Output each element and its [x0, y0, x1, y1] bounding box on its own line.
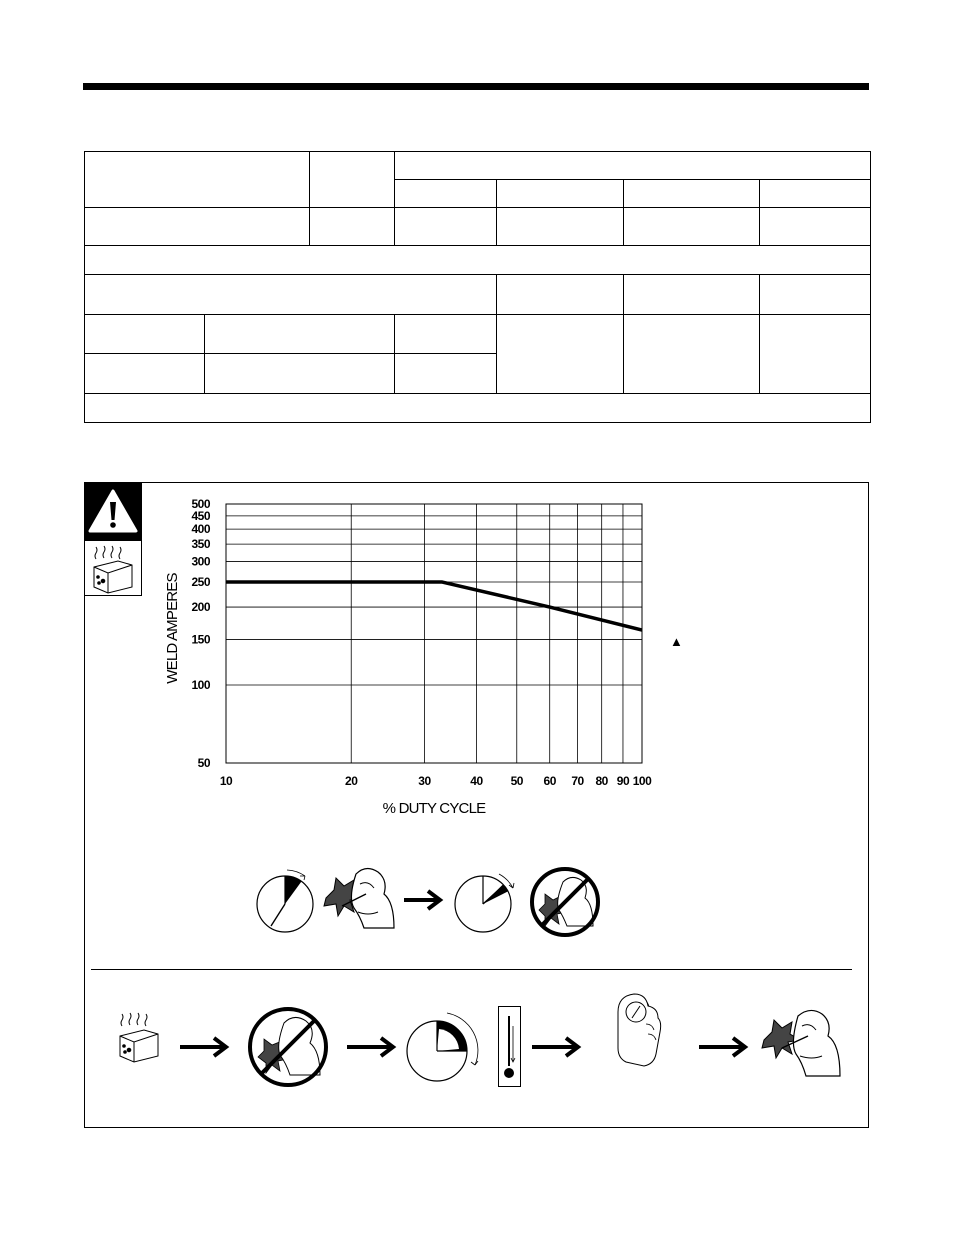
timer-icon — [407, 1013, 478, 1081]
y-tick-label: 200 — [191, 600, 210, 615]
x-axis-label: % DUTY CYCLE — [382, 800, 486, 817]
warning-symbol-box — [84, 483, 142, 596]
x-tick-label: 10 — [219, 774, 233, 788]
hot-welder-icon — [120, 1013, 158, 1062]
arrow-right-icon — [347, 1038, 393, 1056]
y-tick-label: 250 — [191, 574, 210, 589]
thermometer-icon — [499, 1007, 521, 1087]
timer-icon — [455, 874, 514, 932]
arrow-right-icon — [180, 1038, 226, 1056]
y-tick-label: 150 — [191, 632, 210, 647]
y-axis-label: WELD AMPERES — [164, 573, 181, 684]
overheat-cooling-sequence — [100, 980, 860, 1090]
x-tick-label: 80 — [595, 774, 608, 788]
x-tick-label: 20 — [345, 774, 358, 788]
section-divider — [91, 969, 852, 970]
x-tick-label: 50 — [510, 774, 523, 788]
arrow-right-icon — [699, 1038, 745, 1056]
y-tick-label: 100 — [191, 678, 210, 693]
x-tick-label: 60 — [543, 774, 556, 788]
duty-cycle-chart — [150, 490, 670, 820]
no-welding-icon — [532, 869, 598, 935]
y-tick-label: 350 — [191, 537, 210, 552]
x-tick-label: 100 — [632, 774, 652, 788]
duty-cycle-chart-svg — [150, 490, 670, 820]
no-welding-icon — [250, 1009, 326, 1085]
x-tick-label: 70 — [571, 774, 584, 788]
welder-icon — [324, 868, 394, 928]
timer-icon — [257, 870, 313, 932]
duty-cycle-curve — [226, 582, 642, 630]
x-tick-label: 30 — [418, 774, 431, 788]
top-rule — [83, 83, 869, 90]
arrow-right-icon — [404, 891, 440, 909]
x-tick-label: 40 — [470, 774, 483, 788]
y-tick-label: 450 — [191, 508, 210, 523]
knob-turn-icon — [618, 994, 661, 1066]
y-tick-label: 400 — [191, 522, 210, 537]
specifications-table — [84, 151, 871, 423]
specifications-table-grid — [84, 151, 871, 423]
x-tick-label: 90 — [616, 774, 630, 788]
welder-icon — [762, 1010, 840, 1076]
note-marker: ▲ — [670, 634, 683, 649]
y-tick-label: 300 — [191, 554, 210, 569]
plot-frame — [226, 504, 642, 763]
duty-cycle-sequence — [250, 858, 610, 938]
y-tick-label: 50 — [197, 756, 210, 770]
y-tick-label: 500 — [191, 497, 210, 511]
arrow-right-icon — [532, 1038, 578, 1056]
